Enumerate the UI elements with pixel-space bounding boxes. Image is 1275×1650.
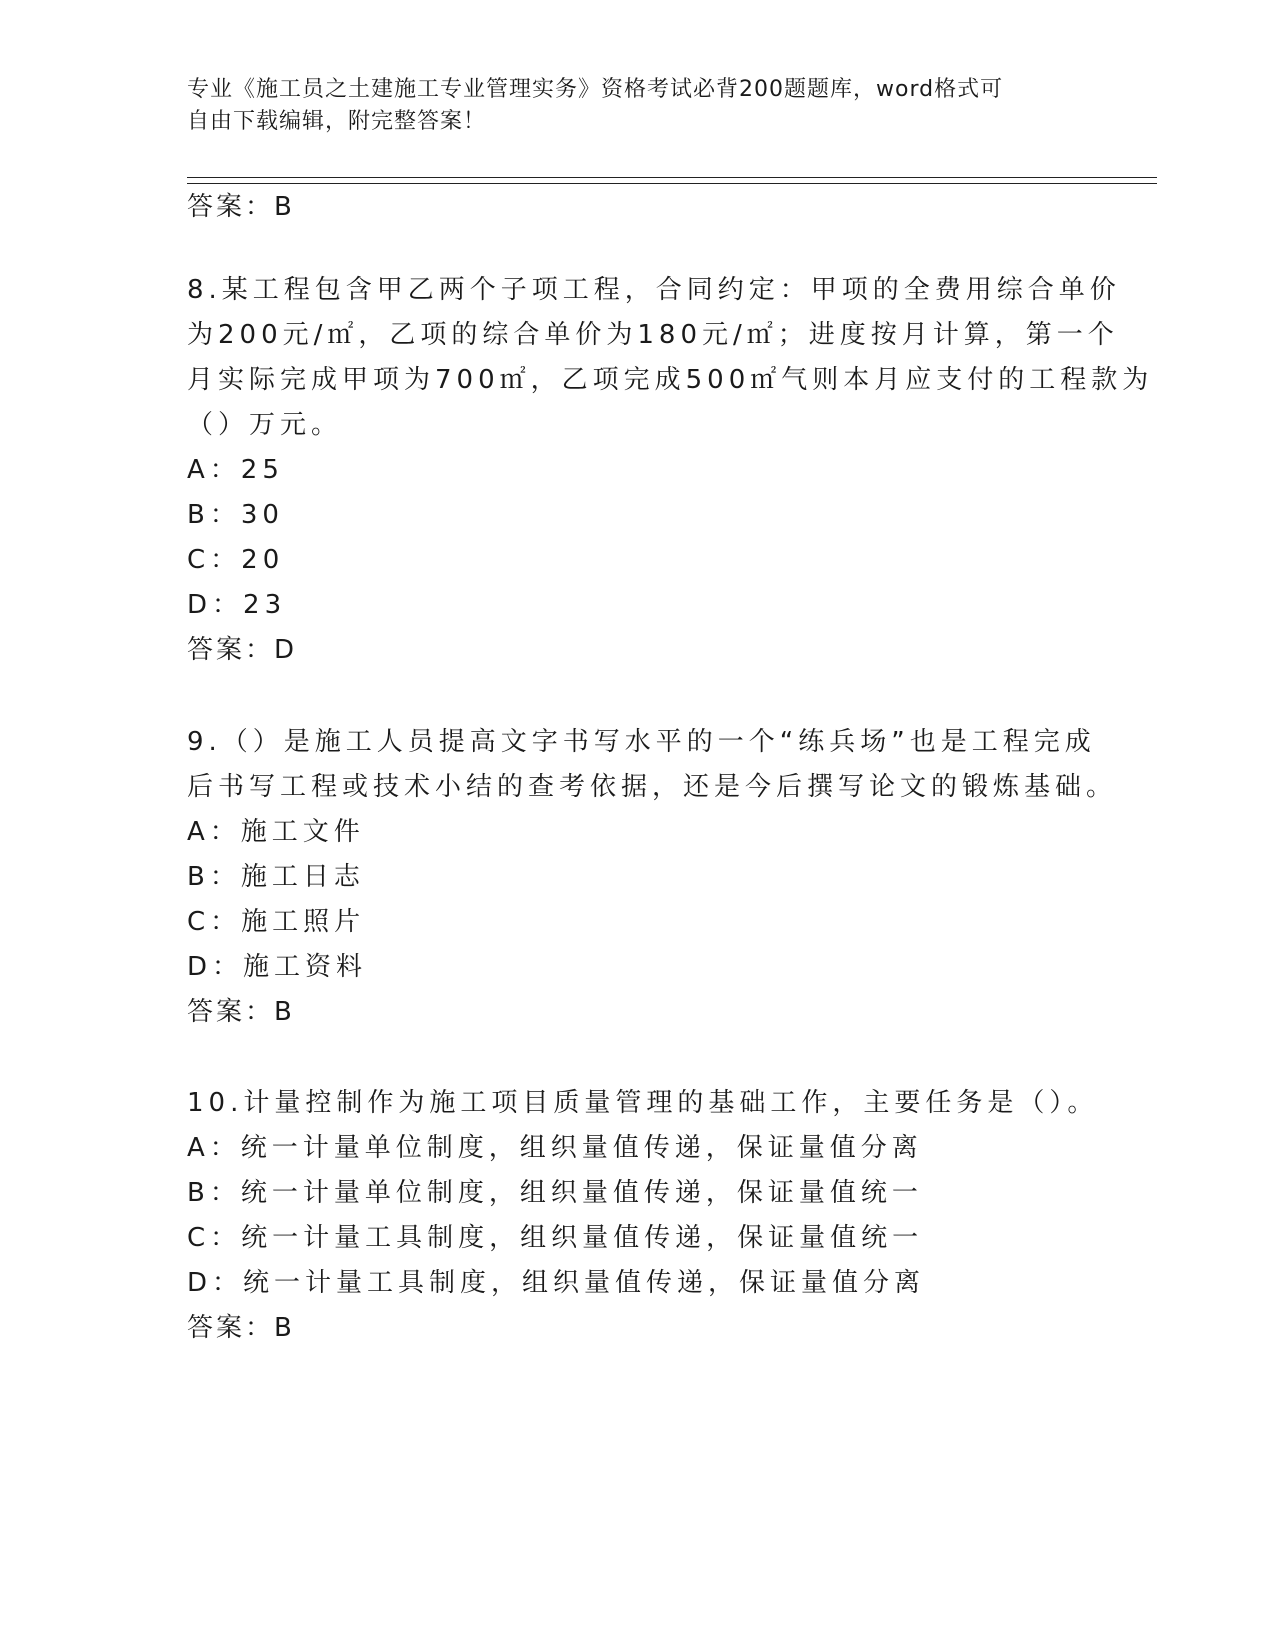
- question-10-line-1: 10.计量控制作为施工项目质量管理的基础工作，主要任务是（）。: [187, 1088, 1099, 1118]
- header-divider-bottom: [187, 183, 1157, 184]
- question-9-option-b: B：施工日志: [187, 862, 365, 892]
- header-line-1: 专业《施工员之土建施工专业管理实务》资格考试必背200题题库，word格式可: [187, 77, 1004, 102]
- question-10-option-d: D：统一计量工具制度，组织量值传递，保证量值分离: [187, 1268, 926, 1298]
- question-8-line-1: 8.某工程包含甲乙两个子项工程，合同约定：甲项的全费用综合单价: [187, 275, 1121, 305]
- document-header: [187, 74, 1067, 138]
- question-9-line-2: 后书写工程或技术小结的查考依据，还是今后撰写论文的锻炼基础。: [187, 772, 1118, 802]
- question-9-option-c: C：施工照片: [187, 907, 366, 937]
- question-9-option-d: D：施工资料: [187, 952, 368, 982]
- question-8-option-c: C：20: [187, 545, 285, 575]
- question-9-option-a: A：施工文件: [187, 817, 365, 847]
- question-10-option-c: C：统一计量工具制度，组织量值传递，保证量值统一: [187, 1223, 924, 1253]
- question-8-line-3: 月实际完成甲项为700㎡，乙项完成500㎡气则本月应支付的工程款为: [187, 365, 1154, 395]
- question-8-line-2: 为200元/㎡，乙项的综合单价为180元/㎡；进度按月计算，第一个: [187, 320, 1119, 350]
- question-10-option-b: B：统一计量单位制度，组织量值传递，保证量值统一: [187, 1178, 923, 1208]
- question-8-option-b: B：30: [187, 500, 284, 530]
- header-divider-top: [187, 177, 1157, 178]
- question-9-answer: 答案：B: [187, 997, 295, 1027]
- answer-previous-question: 答案：B: [187, 192, 295, 222]
- header-line-2: 自由下载编辑，附完整答案！: [187, 109, 487, 134]
- question-8-line-4: （）万元。: [187, 410, 343, 440]
- question-8-option-d: D：23: [187, 590, 287, 620]
- question-10-option-a: A：统一计量单位制度，组织量值传递，保证量值分离: [187, 1133, 923, 1163]
- question-10-answer: 答案：B: [187, 1313, 295, 1343]
- question-8-answer: 答案：D: [187, 635, 298, 665]
- question-9-line-1: 9.（）是施工人员提高文字书写水平的一个“练兵场”也是工程完成: [187, 727, 1096, 757]
- question-8-option-a: A：25: [187, 455, 284, 485]
